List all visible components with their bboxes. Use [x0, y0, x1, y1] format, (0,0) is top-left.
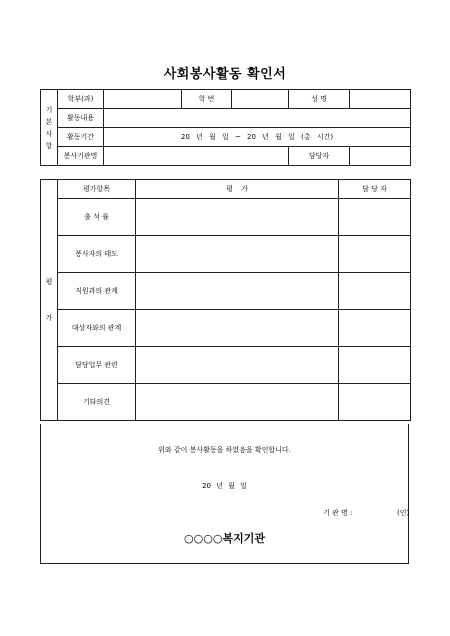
- eval-item-header: 평가항목: [58, 180, 136, 199]
- document-title: 사회봉사활동 확인서: [163, 67, 287, 82]
- name-label: 성 명: [289, 90, 350, 109]
- eval-manager-cell[interactable]: [339, 384, 411, 421]
- eval-item-other: 기타의견: [58, 384, 136, 421]
- eval-cell[interactable]: [136, 273, 339, 310]
- eval-cell[interactable]: [136, 347, 339, 384]
- evaluation-table: [40, 179, 411, 421]
- dept-label: 학부(과): [58, 90, 104, 109]
- activity-content-value-cell[interactable]: [104, 109, 411, 128]
- manager-value-cell[interactable]: [350, 147, 411, 166]
- dept-value-cell[interactable]: [104, 90, 182, 109]
- basic-info-table: [40, 89, 411, 166]
- agency-name-label: 기 관 명 :: [323, 509, 353, 517]
- organization-name: ○○○○복지기관: [184, 532, 265, 545]
- activity-period-value[interactable]: 20 년 월 일 ~ 20 년 월 일 (총 시간): [104, 128, 411, 147]
- activity-content-label: 활동내용: [58, 109, 104, 128]
- confirmation-statement: 위와 같이 봉사활동을 하였음을 확인합니다.: [158, 446, 291, 454]
- activity-period-label: 활동기간: [58, 128, 104, 147]
- student-id-label: 학 번: [182, 90, 232, 109]
- confirmation-box: [40, 424, 409, 564]
- eval-cell[interactable]: [136, 236, 339, 273]
- eval-item-duty: 담당업무 관련: [58, 347, 136, 384]
- eval-manager-cell[interactable]: [339, 273, 411, 310]
- eval-item-attendance: 출 석 률: [58, 199, 136, 236]
- seal-mark: (인): [397, 509, 410, 517]
- eval-manager-cell[interactable]: [339, 236, 411, 273]
- manager-label: 담당자: [289, 147, 350, 166]
- eval-cell[interactable]: [136, 199, 339, 236]
- eval-manager-cell[interactable]: [339, 199, 411, 236]
- agency-label: 봉사기관명: [58, 147, 104, 166]
- eval-item-attitude: 봉사자의 태도: [58, 236, 136, 273]
- eval-item-staff-relation: 직원과의 관계: [58, 273, 136, 310]
- eval-item-client-relation: 대상자와의 관계: [58, 310, 136, 347]
- evaluation-side-label: 평 가: [41, 180, 58, 421]
- eval-manager-cell[interactable]: [339, 310, 411, 347]
- eval-evaluation-header: 평 가: [136, 180, 339, 199]
- basic-info-side-label: 기 본 사 항: [41, 90, 58, 166]
- name-value-cell[interactable]: [350, 90, 411, 109]
- eval-cell[interactable]: [136, 384, 339, 421]
- agency-value-cell[interactable]: [104, 147, 289, 166]
- eval-manager-header: 담 당 자: [339, 180, 411, 199]
- confirmation-date[interactable]: 20 년 월 일: [202, 482, 247, 490]
- student-id-value-cell[interactable]: [232, 90, 289, 109]
- eval-cell[interactable]: [136, 310, 339, 347]
- eval-manager-cell[interactable]: [339, 347, 411, 384]
